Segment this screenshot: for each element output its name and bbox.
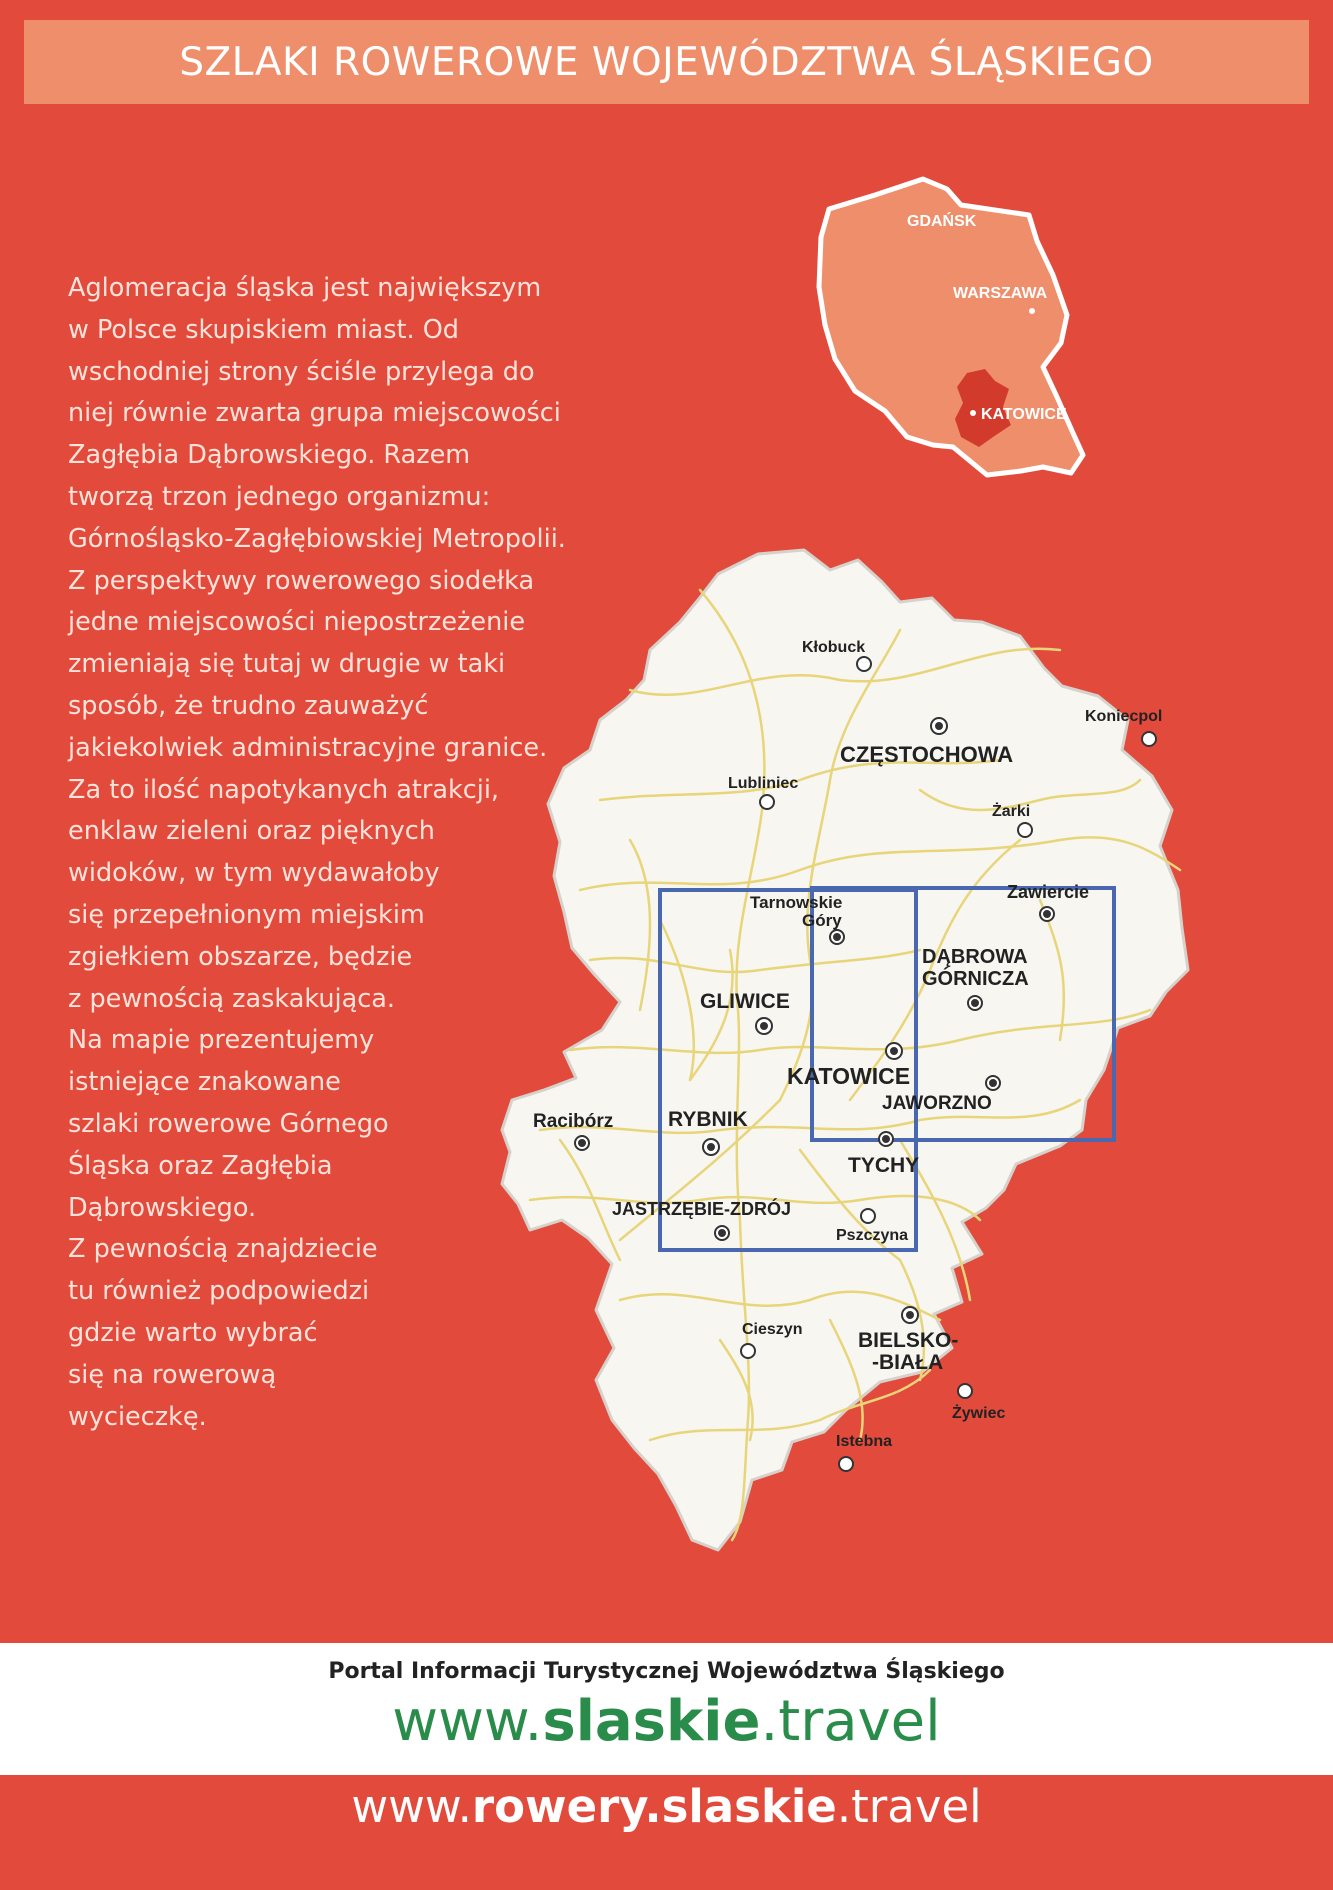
town-bielsko-2: -BIAŁA [872,1351,944,1374]
warszawa-label: WARSZAWA [953,285,1048,302]
intro-line: Z perspektywy rowerowego siodełka [68,565,535,596]
website-suffix: .travel [760,1689,941,1754]
town-jastrzebie: JASTRZĘBIE-ZDRÓJ [612,1199,792,1219]
website-domain: slaskie [542,1689,761,1754]
intro-line: jedne miejscowości niepostrzeżenie [68,607,526,638]
intro-line: istniejące znakowane [68,1067,341,1098]
intro-line: Śląska oraz Zagłębia [68,1150,333,1181]
town-tarnowskie-gory-1: Tarnowskie [750,893,843,912]
website-link[interactable] [0,1689,1333,1754]
page-title: SZLAKI ROWEROWE WOJEWÓDZTWA ŚLĄSKIEGO [179,39,1154,85]
website-prefix: www. [392,1689,543,1754]
intro-line: tworzą trzon jednego organizmu: [68,481,491,512]
intro-line: widoków, w tym wydawałoby [68,858,440,889]
koniecpol-marker [1142,732,1156,746]
poland-locator-map [815,175,1145,485]
intro-line: Aglomeracja śląska jest największym [68,273,542,303]
intro-line: zmieniają się tutaj w drugie w taki [68,649,506,680]
town-dabrowa-1: DĄBROWA [922,946,1028,968]
intro-line: z pewnością zaskakująca. [68,983,395,1014]
town-tychy: TYCHY [848,1154,920,1177]
town-koniecpol: Koniecpol [1085,708,1163,725]
intro-line: zgiełkiem obszarze, będzie [68,941,413,972]
lubliniec-marker [760,795,774,809]
zarki-marker [1018,823,1032,837]
town-pszczyna: Pszczyna [836,1227,909,1244]
town-dabrowa-2: GÓRNICZA [922,968,1029,990]
intro-line: Górnośląsko-Zagłębiowskiej Metropolii. [68,523,566,554]
bike-website-domain: rowery.slaskie [471,1780,837,1833]
intro-line: Za to ilość napotykanych atrakcji, [68,774,500,805]
warszawa-dot [1029,308,1035,314]
bike-website-suffix: .travel [836,1780,982,1833]
bike-website-prefix: www. [351,1780,472,1833]
istebna-marker [839,1457,853,1471]
silesia-outline [502,550,1188,1550]
intro-line: się na rowerową [68,1359,277,1390]
town-zywiec: Żywiec [952,1405,1006,1422]
bike-website-link[interactable] [0,1780,1333,1833]
town-czestochowa: CZĘSTOCHOWA [840,742,1014,767]
intro-line: Na mapie prezentujemy [68,1025,375,1056]
intro-line: sposób, że trudno zauważyć [68,690,429,721]
katowice-dot [970,410,976,416]
intro-line: tu również podpowiedzi [68,1276,370,1307]
gdansk-label: GDAŃSK [907,213,977,230]
portal-name: Portal Informacji Turystycznej Województwa Śląskiego [328,1659,1005,1684]
intro-line: gdzie warto wybrać [68,1317,318,1348]
town-zawiercie: Zawiercie [1007,882,1090,902]
katowice-label: KATOWICE [981,406,1067,423]
cieszyn-marker [741,1344,755,1358]
town-raciborz: Racibórz [533,1111,614,1132]
town-istebna: Istebna [836,1433,893,1450]
pszczyna-marker [861,1209,875,1223]
town-katowice: KATOWICE [787,1063,911,1089]
zywiec-marker [958,1384,972,1398]
intro-line: Dąbrowskiego. [68,1192,257,1223]
town-bielsko-1: BIELSKO- [858,1329,959,1352]
intro-line: niej równie zwarta grupa miejscowości [68,398,561,429]
town-gliwice: GLIWICE [700,990,790,1013]
town-lubliniec: Lubliniec [728,775,799,792]
town-cieszyn: Cieszyn [742,1321,803,1338]
intro-line: wschodniej strony ściśle przylega do [68,356,535,387]
footer-band [0,1643,1333,1775]
intro-line: Z pewnością znajdziecie [68,1234,378,1265]
title-band [24,20,1309,104]
intro-line: w Polsce skupiskiem miast. Od [68,314,459,345]
intro-line: szlaki rowerowe Górnego [68,1108,389,1139]
town-rybnik: RYBNIK [668,1108,748,1131]
klobuck-marker [857,657,871,671]
town-tarnowskie-gory-2: Góry [802,911,842,930]
intro-line: Zagłębia Dąbrowskiego. Razem [68,440,471,471]
intro-line: enklaw zieleni oraz pięknych [68,816,435,847]
intro-line: się przepełnionym miejskim [68,899,425,930]
intro-line: jakiekolwiek administracyjne granice. [68,732,548,763]
intro-line: wycieczkę. [68,1401,207,1432]
silesia-map [500,540,1290,1580]
town-jaworzno: JAWORZNO [882,1093,992,1114]
town-klobuck: Kłobuck [802,639,866,656]
town-zarki: Żarki [992,803,1031,820]
